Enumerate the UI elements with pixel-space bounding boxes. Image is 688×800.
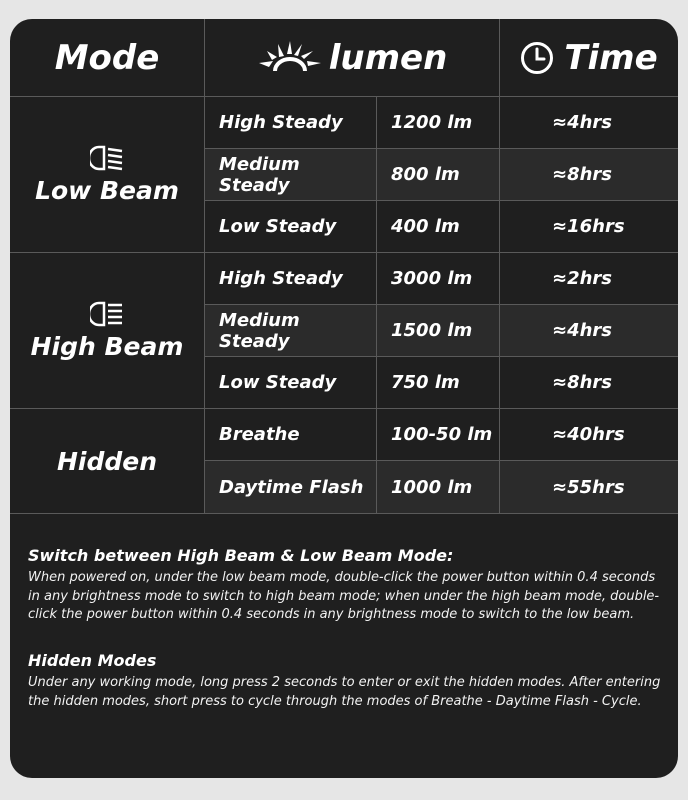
note-title-hidden-modes: Hidden Modes <box>28 651 157 671</box>
row-lumen: 100-50 lm <box>377 409 500 461</box>
high-beam-icon <box>90 300 124 328</box>
row-mode: High Steady <box>205 97 377 149</box>
row-mode: Daytime Flash <box>205 461 377 514</box>
header-mode-label: Mode <box>54 37 160 78</box>
row-time: ≈16hrs <box>500 201 678 253</box>
row-lumen: 1200 lm <box>377 97 500 149</box>
row-mode: Medium Steady <box>205 305 377 357</box>
header-time-label: Time <box>564 37 658 78</box>
group-hidden <box>10 409 205 514</box>
low-beam-icon <box>90 144 124 172</box>
row-time: ≈8hrs <box>500 149 678 201</box>
row-time: ≈8hrs <box>500 357 678 409</box>
row-lumen: 1000 lm <box>377 461 500 514</box>
row-mode: Low Steady <box>205 201 377 253</box>
group-label: Hidden <box>56 446 158 476</box>
note-title-beam-switch: Switch between High Beam & Low Beam Mode: <box>28 546 454 565</box>
note-body-hidden-modes: Under any working mode, long press 2 seconds to enter or exit the hidden modes. After entering the hidden modes, short press to cycle through the modes of Breathe - Daytime Flash - Cycle. <box>28 675 661 709</box>
header-lumen <box>205 19 500 97</box>
spec-card <box>10 19 678 778</box>
row-mode: Medium Steady <box>205 149 377 201</box>
notes-section <box>28 546 668 712</box>
group-label: Low Beam <box>35 176 179 205</box>
row-lumen: 400 lm <box>377 201 500 253</box>
header-lumen-label: lumen <box>328 37 448 78</box>
header-time <box>500 19 678 97</box>
row-lumen: 800 lm <box>377 149 500 201</box>
clock-icon <box>520 41 554 75</box>
row-time: ≈4hrs <box>500 305 678 357</box>
mode-spec-table <box>10 19 678 514</box>
row-lumen: 3000 lm <box>377 253 500 305</box>
group-low-beam <box>10 97 205 253</box>
row-lumen: 750 lm <box>377 357 500 409</box>
group-label: High Beam <box>30 332 184 361</box>
row-time: ≈2hrs <box>500 253 678 305</box>
header-mode <box>10 19 205 97</box>
row-lumen: 1500 lm <box>377 305 500 357</box>
group-high-beam <box>10 253 205 409</box>
note-body-beam-switch: When powered on, under the low beam mode, double-click the power button within 0.4 seconds in any brightness mode to switch to high beam mode; when under the high beam mode, double-click the power button within 0.4 seconds in any brightness mode to switch to the low beam. <box>28 570 660 623</box>
row-time: ≈55hrs <box>500 461 678 514</box>
row-time: ≈4hrs <box>500 97 678 149</box>
row-mode: Breathe <box>205 409 377 461</box>
row-mode: Low Steady <box>205 357 377 409</box>
row-mode: High Steady <box>205 253 377 305</box>
row-time: ≈40hrs <box>500 409 678 461</box>
sun-rays-icon <box>257 41 323 75</box>
